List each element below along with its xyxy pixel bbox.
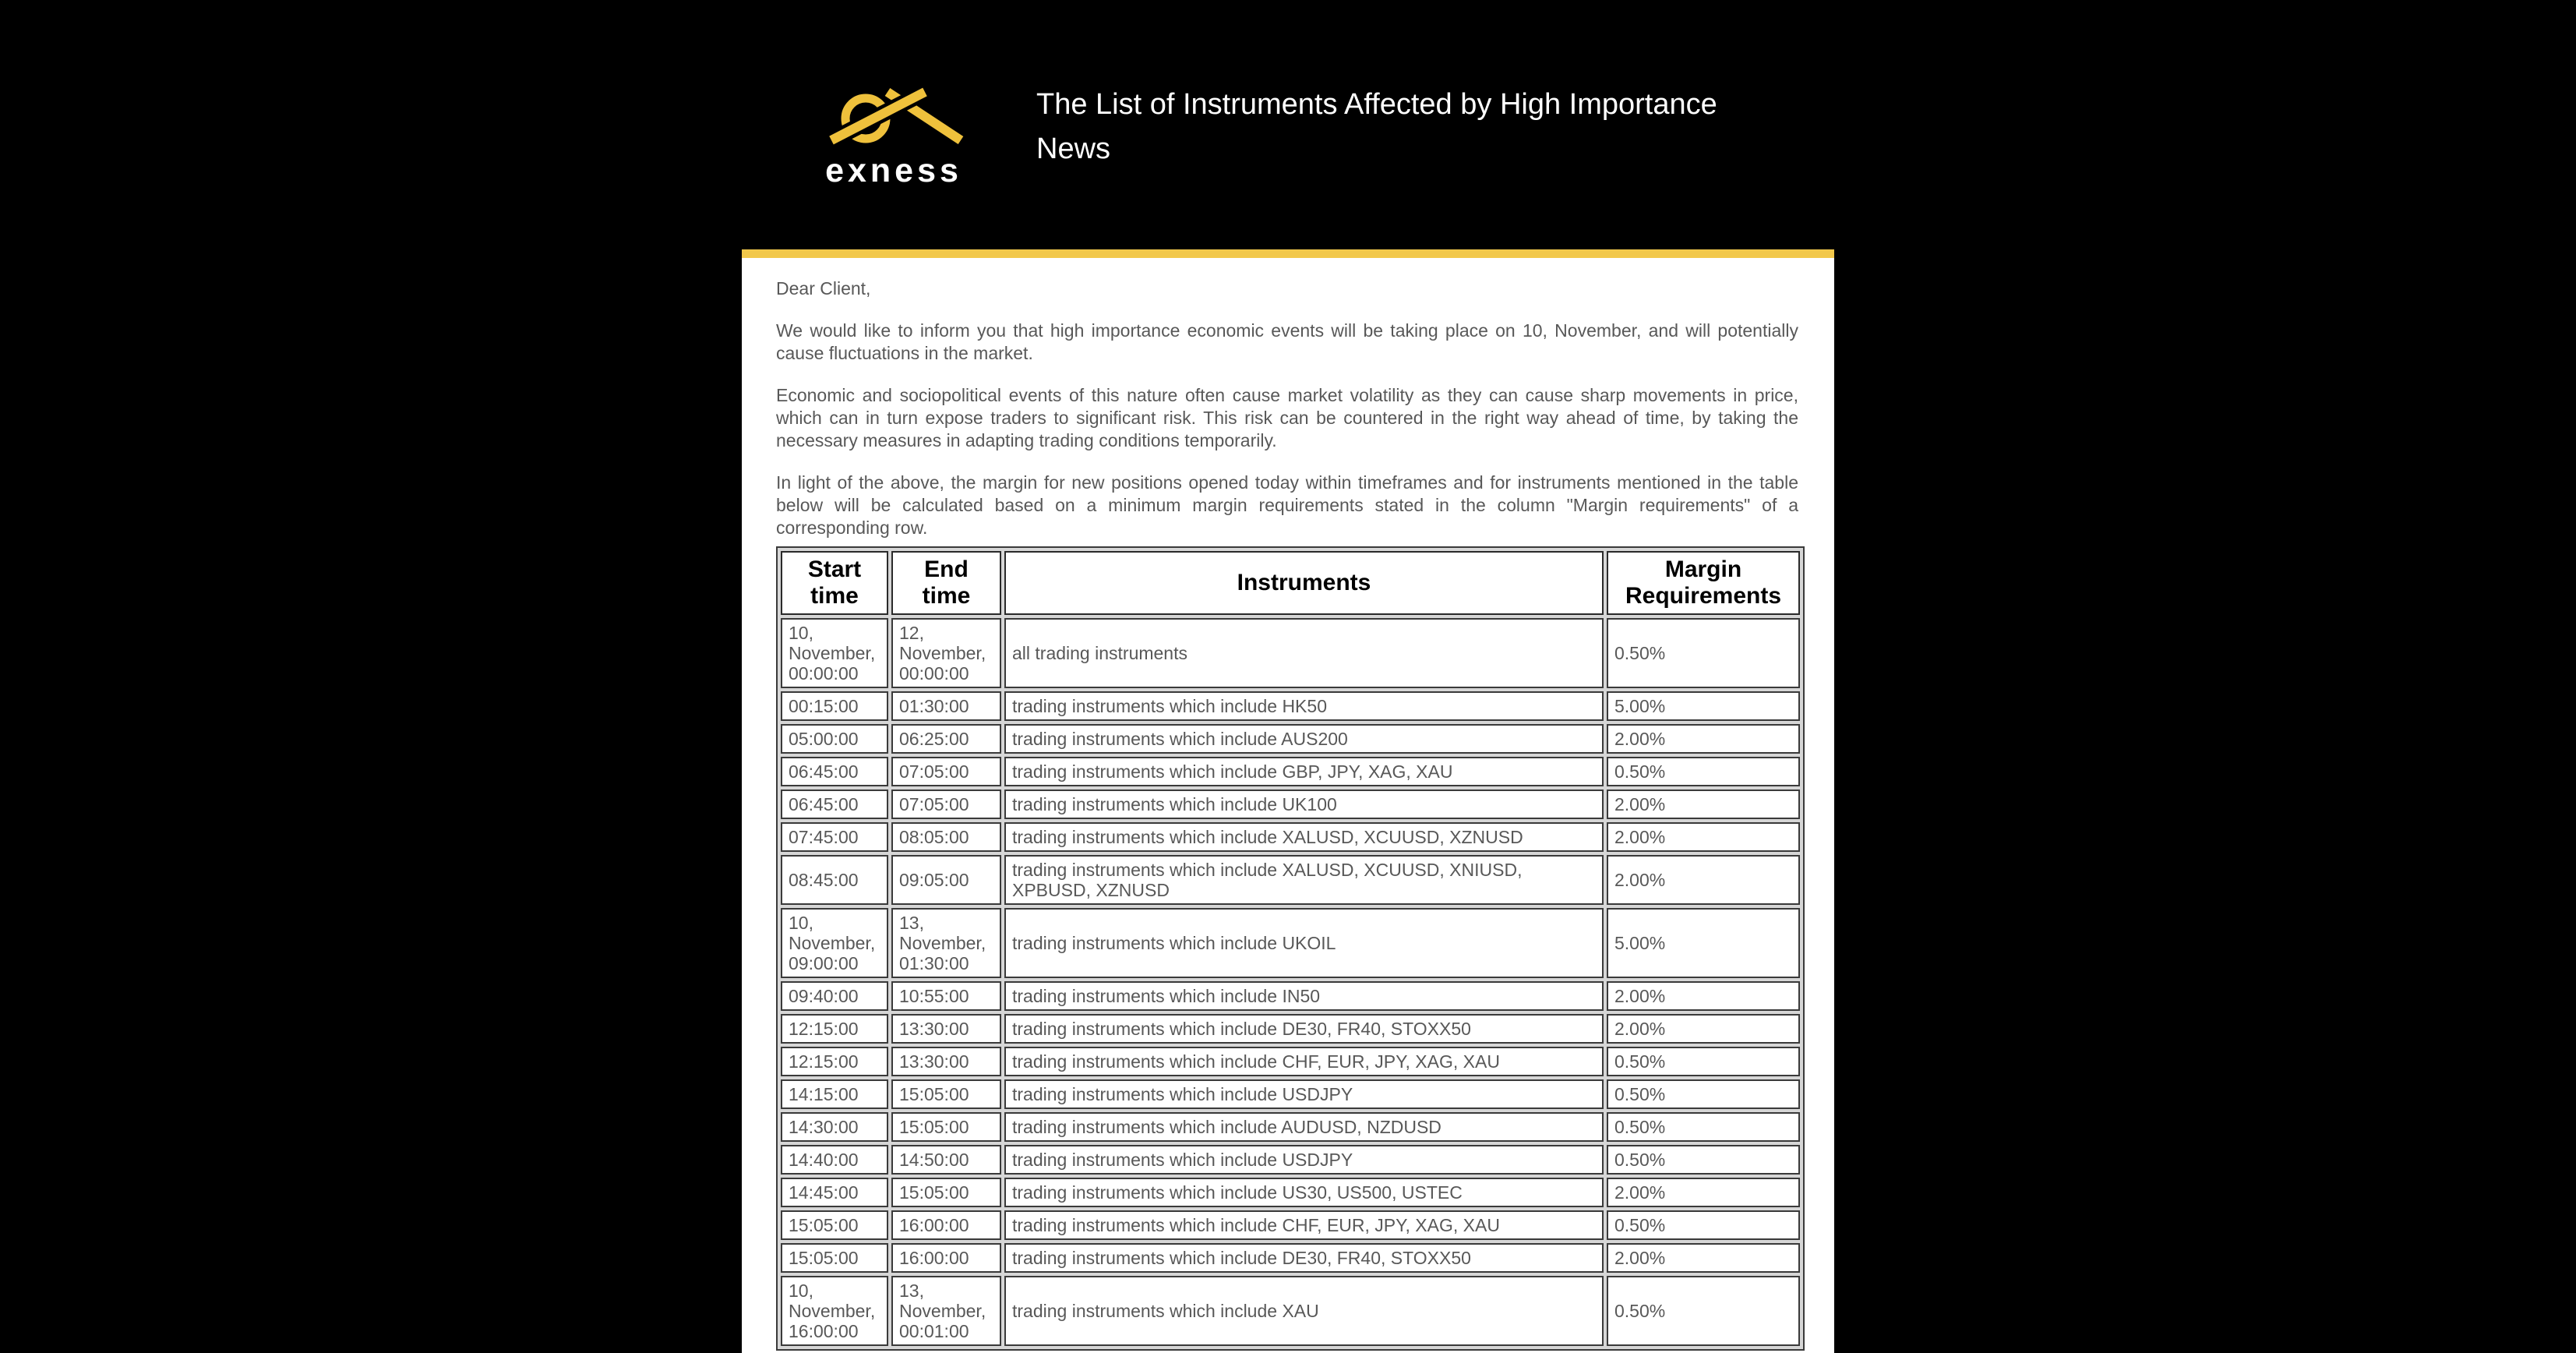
start-time-cell: 10, November, 00:00:00	[781, 618, 888, 688]
table-header-row	[781, 551, 1800, 615]
end-time-cell: 15:05:00	[891, 1112, 1001, 1142]
instruments-cell: all trading instruments	[1004, 618, 1604, 688]
instruments-cell: trading instruments which include DE30, FR40, STOXX50	[1004, 1014, 1604, 1044]
start-time-cell: 12:15:00	[781, 1047, 888, 1076]
intro-paragraph: Economic and sociopolitical events of this nature often cause market volatility as they can cause sharp movements in price, which can in turn expose traders to significant risk. This risk can be countered in the right way ahead of time, by taking the necessary measures in adapting trading conditions temporarily.	[776, 385, 1798, 450]
end-time-cell: 16:00:00	[891, 1210, 1001, 1240]
end-time-cell: 09:05:00	[891, 855, 1001, 905]
instruments-cell: trading instruments which include AUDUSD, NZDUSD	[1004, 1112, 1604, 1142]
end-time-cell: 10:55:00	[891, 981, 1001, 1011]
instruments-cell: trading instruments which include CHF, EUR, JPY, XAG, XAU	[1004, 1210, 1604, 1240]
margin-cell: 0.50%	[1607, 1079, 1800, 1109]
table-row	[781, 981, 1800, 1011]
instruments-cell: trading instruments which include XAU	[1004, 1276, 1604, 1346]
margin-cell: 2.00%	[1607, 1014, 1800, 1044]
margin-cell: 2.00%	[1607, 1178, 1800, 1207]
table-row	[781, 1047, 1800, 1076]
table-row	[781, 855, 1800, 905]
start-time-cell: 10, November, 09:00:00	[781, 908, 888, 978]
end-time-cell: 15:05:00	[891, 1079, 1001, 1109]
column-header-margin-requirements: Margin Requirements	[1607, 551, 1800, 615]
start-time-cell: 14:15:00	[781, 1079, 888, 1109]
table-row	[781, 908, 1800, 978]
intro-paragraph: In light of the above, the margin for new positions opened today within timeframes and for instruments mentioned in the table below will be calculated based on a minimum margin requirements stated in the column "Margin requirements" of a corresponding row.	[776, 472, 1798, 538]
exness-logo-icon	[816, 87, 969, 145]
table-row	[781, 691, 1800, 721]
instruments-cell: trading instruments which include XALUSD, XCUUSD, XZNUSD	[1004, 822, 1604, 852]
table-row	[781, 1014, 1800, 1044]
start-time-cell: 15:05:00	[781, 1243, 888, 1273]
margin-cell: 2.00%	[1607, 981, 1800, 1011]
table-row	[781, 1112, 1800, 1142]
margin-cell: 2.00%	[1607, 1243, 1800, 1273]
card-body	[742, 277, 1834, 1353]
table-row	[781, 724, 1800, 754]
end-time-cell: 08:05:00	[891, 822, 1001, 852]
column-header-start-time: Start time	[781, 551, 888, 615]
end-time-cell: 13:30:00	[891, 1047, 1001, 1076]
start-time-cell: 10, November, 16:00:00	[781, 1276, 888, 1346]
margin-cell: 0.50%	[1607, 1112, 1800, 1142]
start-time-cell: 14:45:00	[781, 1178, 888, 1207]
end-time-cell: 07:05:00	[891, 757, 1001, 786]
start-time-cell: 07:45:00	[781, 822, 888, 852]
start-time-cell: 05:00:00	[781, 724, 888, 754]
intro-paragraph: We would like to inform you that high importance economic events will be taking place on 10, November, and will potentially cause fluctuations in the market.	[776, 320, 1798, 363]
notice-card	[742, 249, 1834, 1353]
instruments-cell: trading instruments which include AUS200	[1004, 724, 1604, 754]
end-time-cell: 13, November, 00:01:00	[891, 1276, 1001, 1346]
margin-table-body	[781, 618, 1800, 1346]
instruments-cell: trading instruments which include CHF, EUR, JPY, XAG, XAU	[1004, 1047, 1604, 1076]
instruments-cell: trading instruments which include US30, US500, USTEC	[1004, 1178, 1604, 1207]
instruments-cell: trading instruments which include XALUSD, XCUUSD, XNIUSD, XPBUSD, XZNUSD	[1004, 855, 1604, 905]
intro-paragraphs	[776, 277, 1800, 539]
column-header-instruments: Instruments	[1004, 551, 1604, 615]
start-time-cell: 14:40:00	[781, 1145, 888, 1175]
end-time-cell: 06:25:00	[891, 724, 1001, 754]
end-time-cell: 07:05:00	[891, 790, 1001, 819]
start-time-cell: 06:45:00	[781, 757, 888, 786]
table-row	[781, 757, 1800, 786]
table-row	[781, 618, 1800, 688]
table-row	[781, 1243, 1800, 1273]
table-row	[781, 1276, 1800, 1346]
margin-cell: 5.00%	[1607, 908, 1800, 978]
table-row	[781, 1178, 1800, 1207]
margin-cell: 5.00%	[1607, 691, 1800, 721]
page-title: The List of Instruments Affected by High Importance News	[1036, 88, 1717, 165]
margin-cell: 0.50%	[1607, 618, 1800, 688]
header	[742, 0, 1834, 190]
end-time-cell: 16:00:00	[891, 1243, 1001, 1273]
margin-cell: 2.00%	[1607, 724, 1800, 754]
start-time-cell: 06:45:00	[781, 790, 888, 819]
instruments-cell: trading instruments which include HK50	[1004, 691, 1604, 721]
end-time-cell: 12, November, 00:00:00	[891, 618, 1001, 688]
card-accent-bar	[742, 249, 1834, 258]
exness-logo	[807, 87, 977, 190]
end-time-cell: 13:30:00	[891, 1014, 1001, 1044]
instruments-cell: trading instruments which include DE30, FR40, STOXX50	[1004, 1243, 1604, 1273]
instruments-cell: trading instruments which include USDJPY	[1004, 1145, 1604, 1175]
start-time-cell: 12:15:00	[781, 1014, 888, 1044]
column-header-end-time: End time	[891, 551, 1001, 615]
table-row	[781, 1079, 1800, 1109]
end-time-cell: 01:30:00	[891, 691, 1001, 721]
exness-wordmark: exness	[825, 152, 962, 189]
end-time-cell: 13, November, 01:30:00	[891, 908, 1001, 978]
instruments-cell: trading instruments which include GBP, JPY, XAG, XAU	[1004, 757, 1604, 786]
start-time-cell: 09:40:00	[781, 981, 888, 1011]
margin-cell: 2.00%	[1607, 822, 1800, 852]
margin-cell: 2.00%	[1607, 790, 1800, 819]
start-time-cell: 15:05:00	[781, 1210, 888, 1240]
intro-paragraph: Dear Client,	[776, 278, 871, 299]
instruments-cell: trading instruments which include IN50	[1004, 981, 1604, 1011]
table-row	[781, 1210, 1800, 1240]
margin-cell: 0.50%	[1607, 1210, 1800, 1240]
start-time-cell: 00:15:00	[781, 691, 888, 721]
margin-cell: 0.50%	[1607, 757, 1800, 786]
margin-cell: 0.50%	[1607, 1145, 1800, 1175]
instruments-cell: trading instruments which include USDJPY	[1004, 1079, 1604, 1109]
end-time-cell: 15:05:00	[891, 1178, 1001, 1207]
table-row	[781, 1145, 1800, 1175]
instruments-cell: trading instruments which include UKOIL	[1004, 908, 1604, 978]
end-time-cell: 14:50:00	[891, 1145, 1001, 1175]
margin-cell: 0.50%	[1607, 1047, 1800, 1076]
start-time-cell: 14:30:00	[781, 1112, 888, 1142]
start-time-cell: 08:45:00	[781, 855, 888, 905]
table-row	[781, 822, 1800, 852]
instruments-cell: trading instruments which include UK100	[1004, 790, 1604, 819]
margin-cell: 2.00%	[1607, 855, 1800, 905]
margin-requirements-table	[776, 546, 1805, 1351]
margin-cell: 0.50%	[1607, 1276, 1800, 1346]
table-row	[781, 790, 1800, 819]
